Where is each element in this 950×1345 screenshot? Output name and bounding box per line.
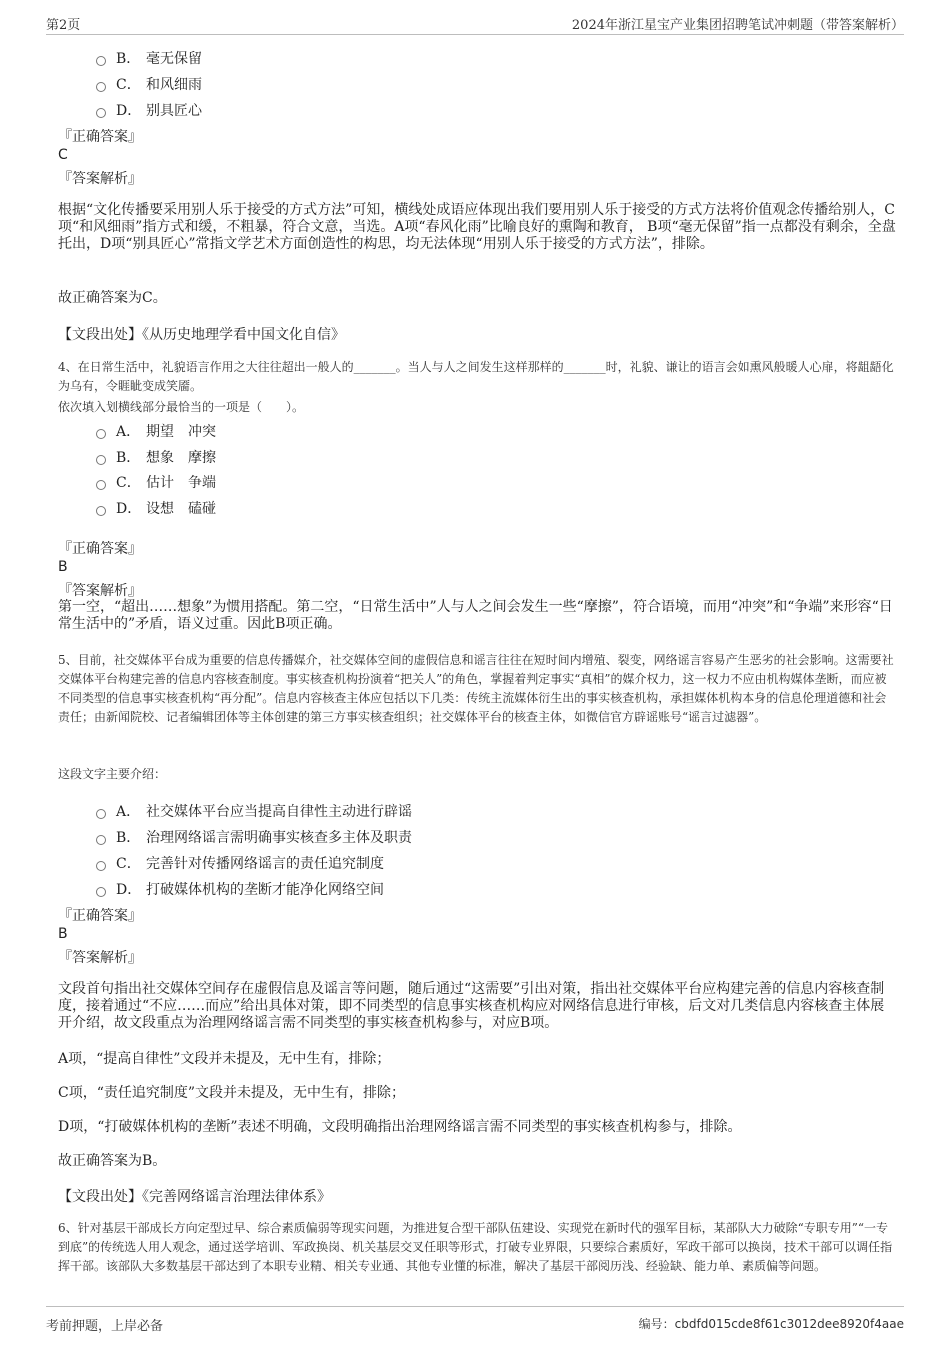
q3-analysis-label: 『答案解析』 <box>58 171 142 187</box>
radio-icon[interactable] <box>96 835 106 845</box>
q4-stem: 4、在日常生活中，礼貌语言作用之大往往超出一般人的_______。当人与人之间发生这样那样的_______时，礼貌、谦让的语言会如熏风般暖人心扉，将龃龉化为乌有，令睚眦变成笑靥。 <box>58 360 894 393</box>
page-number: 第2页 <box>46 18 81 33</box>
q3-source: 【文段出处】《从历史地理学看中国文化自信》 <box>58 327 345 343</box>
q4-option-a[interactable]: A． 期望 冲突 <box>96 421 216 441</box>
q5-conclusion: 故正确答案为B。 <box>58 1153 167 1169</box>
radio-icon[interactable] <box>96 455 106 465</box>
radio-icon[interactable] <box>96 861 106 871</box>
q3-conclusion: 故正确答案为C。 <box>58 290 167 306</box>
q5-note-c: C项，“责任追究制度”文段并未提及，无中生有，排除； <box>58 1085 406 1101</box>
radio-icon[interactable] <box>96 82 106 92</box>
q5-analysis: 文段首句指出社交媒体空间存在虚假信息及谣言等问题，随后通过“这需要”引出对策，指出社交媒体平台应构建完善的信息内容核查制度，接着通过“不应……而应”给出具体对策，即不同类型的信息事实核查机构应对网络信息进行审核，后文对几类信息内容核查主体展开介绍，故文段重点为治理网络谣言需不同类型的事实核查机构参与，对应B项。 <box>58 981 885 1031</box>
q5-answer-label: 『正确答案』 <box>58 908 142 924</box>
radio-icon[interactable] <box>96 506 106 516</box>
q4-prompt: 依次填入划横线部分最恰当的一项是（ ）。 <box>58 400 305 414</box>
q4-option-c[interactable]: C． 估计 争端 <box>96 472 216 492</box>
q4-answer: B <box>58 559 68 575</box>
page-footer <box>46 1306 904 1333</box>
q4-analysis: 第一空，“超出……想象”为惯用搭配。第二空，“日常生活中”人与人之间会发生一些“摩擦”，符合语境，而用“冲突”和“争端”来形容“日常生活中的”矛盾，语义过重。因此B项正确。 <box>58 599 893 632</box>
q6-stem: 6、针对基层干部成长方向定型过早、综合素质偏弱等现实问题，为推进复合型干部队伍建设、实现党在新时代的强军目标，某部队大力破除“专职专用”“一专到底”的传统选人用人观念，通过送学培训、军政换岗、机关基层交叉任职等形式，打破专业界限，只要综合素质好，军政干部可以换岗，技术干部可以调任指挥干部。该部队大多数基层干部达到了本职专业精、相关专业通、其他专业懂的标准，解决了基层干部阅历浅、经验缺、能力单、素质偏等问题。 <box>58 1221 893 1273</box>
q5-analysis-label: 『答案解析』 <box>58 950 142 966</box>
q5-option-d[interactable]: D． 打破媒体机构的垄断才能净化网络空间 <box>96 879 384 899</box>
q5-note-a: A项，“提高自律性”文段并未提及，无中生有，排除； <box>58 1051 391 1067</box>
q4-answer-label: 『正确答案』 <box>58 541 142 557</box>
q5-prompt: 这段文字主要介绍： <box>58 767 167 781</box>
q4-option-d[interactable]: D． 设想 磕碰 <box>96 498 216 518</box>
radio-icon[interactable] <box>96 108 106 118</box>
q3-answer-label: 『正确答案』 <box>58 129 142 145</box>
footer-slogan: 考前押题，上岸必备 <box>46 1319 164 1334</box>
page-header <box>46 14 904 35</box>
q3-analysis: 根据“文化传播要采用别人乐于接受的方式方法”可知，横线处成语应体现出我们要用别人乐于接受的方式方法将价值观念传播给别人，C项“和风细雨”指方式和缓，不粗暴，符合文意，当选。A项“春风化雨”比喻良好的熏陶和教育， B项“毫无保留”指一点都没有剩余，全盘托出，D项“别具匠心”常指文学艺术方面创造性的构思，均无法体现“用别人乐于接受的方式方法”，排除。 <box>58 202 896 252</box>
document-title: 2024年浙江星宝产业集团招聘笔试冲刺题（带答案解析） <box>571 18 904 33</box>
q3-option-b[interactable]: B． 毫无保留 <box>96 48 202 68</box>
q4-option-b[interactable]: B． 想象 摩擦 <box>96 447 216 467</box>
q3-option-c[interactable]: C． 和风细雨 <box>96 74 202 94</box>
q4-analysis-label: 『答案解析』 <box>58 583 142 599</box>
radio-icon[interactable] <box>96 887 106 897</box>
q5-answer: B <box>58 926 68 942</box>
document-code: 编号：cbdfd015cde8f61c3012dee8920f4aae <box>638 1317 904 1331</box>
q5-source: 【文段出处】《完善网络谣言治理法律体系》 <box>58 1189 331 1205</box>
radio-icon[interactable] <box>96 480 106 490</box>
q5-note-d: D项，“打破媒体机构的垄断”表述不明确，文段明确指出治理网络谣言需不同类型的事实核查机构参与，排除。 <box>58 1119 742 1135</box>
q5-option-a[interactable]: A． 社交媒体平台应当提高自律性主动进行辟谣 <box>96 801 412 821</box>
q5-option-b[interactable]: B． 治理网络谣言需明确事实核查多主体及职责 <box>96 827 412 847</box>
radio-icon[interactable] <box>96 56 106 66</box>
q5-option-c[interactable]: C． 完善针对传播网络谣言的责任追究制度 <box>96 853 384 873</box>
radio-icon[interactable] <box>96 809 106 819</box>
q3-option-d[interactable]: D． 别具匠心 <box>96 100 202 120</box>
q5-stem: 5、目前，社交媒体平台成为重要的信息传播媒介，社交媒体空间的虚假信息和谣言往往在短时间内增殖、裂变，网络谣言容易产生恶劣的社会影响。这需要社交媒体平台构建完善的信息内容核查制度。事实核查机构扮演着“把关人”的角色，掌握着判定事实“真相”的媒介权力，这一权力不应由机构媒体垄断，而应被不同类型的信息事实核查机构“再分配”。信息内容核查主体应包括以下几类：传统主流媒体衍生出的事实核查机构，承担媒体机构本身的信息伦理道德和社会责任；由新闻院校、记者编辑团体等主体创建的第三方事实核查组织；社交媒体平台的核查主体，如微信官方辟谣账号“谣言过滤器”。 <box>58 653 894 724</box>
q3-answer: C <box>58 147 68 163</box>
radio-icon[interactable] <box>96 429 106 439</box>
